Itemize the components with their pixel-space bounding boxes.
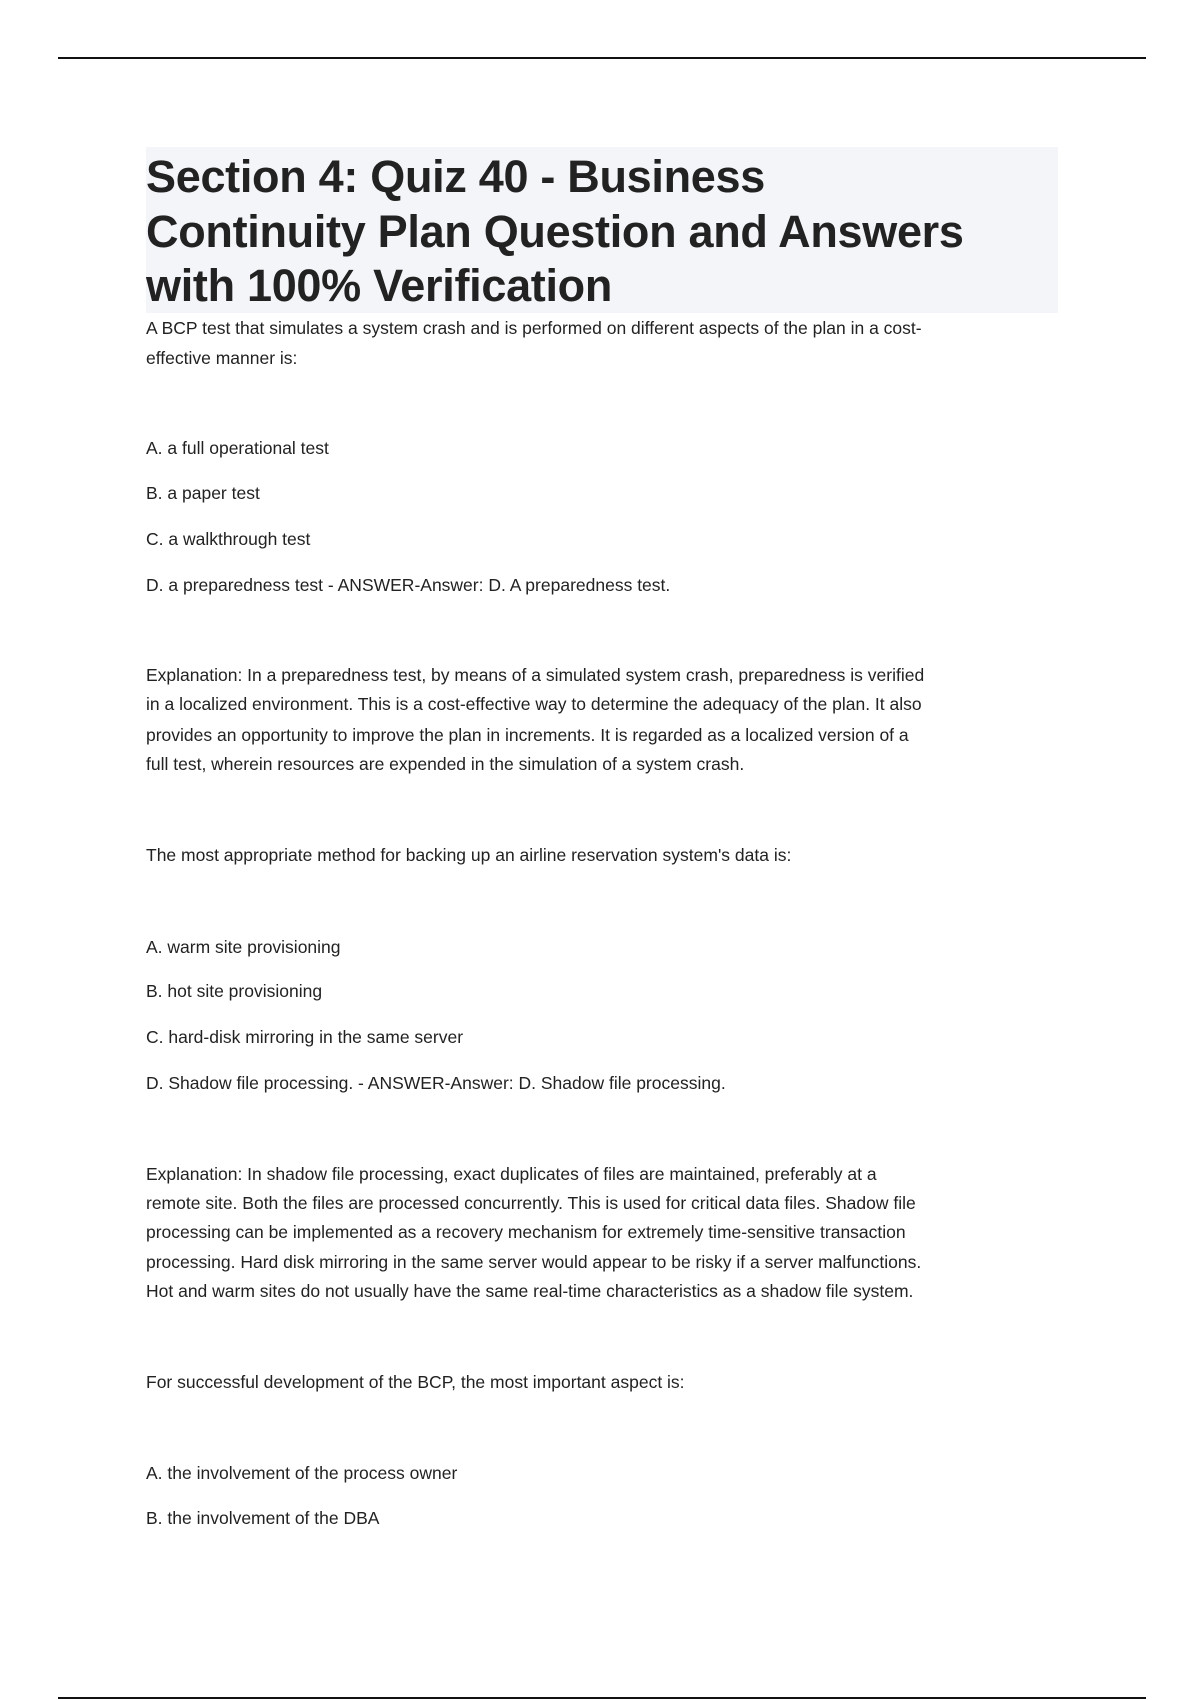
question-2-explanation: Explanation: In shadow file processing, exact duplicates of files are maintained, preferably at a bbox=[146, 1164, 877, 1184]
question-2-option-c: C. hard-disk mirroring in the same server bbox=[146, 1027, 464, 1047]
bottom-rule bbox=[58, 1697, 1146, 1699]
question-3-option-b: B. the involvement of the DBA bbox=[146, 1508, 380, 1528]
question-3-option-a: A. the involvement of the process owner bbox=[146, 1463, 458, 1483]
question-2-explanation: Hot and warm sites do not usually have the same real-time characteristics as a shadow file system. bbox=[146, 1281, 914, 1301]
question-1-explanation: full test, wherein resources are expended in the simulation of a system crash. bbox=[146, 754, 745, 774]
page-title-line-2: Continuity Plan Question and Answers bbox=[146, 206, 964, 257]
question-2-text: The most appropriate method for backing up an airline reservation system's data is: bbox=[146, 845, 792, 865]
page-title-line-3: with 100% Verification bbox=[146, 260, 613, 311]
question-3-text: For successful development of the BCP, the most important aspect is: bbox=[146, 1372, 685, 1392]
top-rule bbox=[58, 57, 1146, 59]
question-2-option-d-answer: D. Shadow file processing. - ANSWER-Answer: D. Shadow file processing. bbox=[146, 1073, 726, 1093]
question-1-option-c: C. a walkthrough test bbox=[146, 529, 311, 549]
question-1-text: effective manner is: bbox=[146, 348, 298, 368]
question-1-explanation: in a localized environment. This is a cost-effective way to determine the adequacy of the plan. It also bbox=[146, 694, 922, 714]
question-1-text: A BCP test that simulates a system crash and is performed on different aspects of the plan in a cost- bbox=[146, 318, 922, 338]
question-2-option-a: A. warm site provisioning bbox=[146, 937, 341, 957]
question-1-explanation: provides an opportunity to improve the plan in increments. It is regarded as a localized version of a bbox=[146, 725, 909, 745]
question-1-explanation: Explanation: In a preparedness test, by means of a simulated system crash, preparedness is verified bbox=[146, 665, 925, 685]
question-1-option-a: A. a full operational test bbox=[146, 438, 329, 458]
question-2-option-b: B. hot site provisioning bbox=[146, 981, 323, 1001]
question-1-option-b: B. a paper test bbox=[146, 483, 260, 503]
page-title-line-1: Section 4: Quiz 40 - Business bbox=[146, 151, 765, 202]
question-2-explanation: processing can be implemented as a recovery mechanism for extremely time-sensitive transaction bbox=[146, 1222, 906, 1242]
question-2-explanation: processing. Hard disk mirroring in the same server would appear to be risky if a server malfunctions. bbox=[146, 1252, 922, 1272]
question-2-explanation: remote site. Both the files are processed concurrently. This is used for critical data files. Shadow file bbox=[146, 1193, 916, 1213]
question-1-option-d-answer: D. a preparedness test - ANSWER-Answer: D. A preparedness test. bbox=[146, 575, 671, 595]
